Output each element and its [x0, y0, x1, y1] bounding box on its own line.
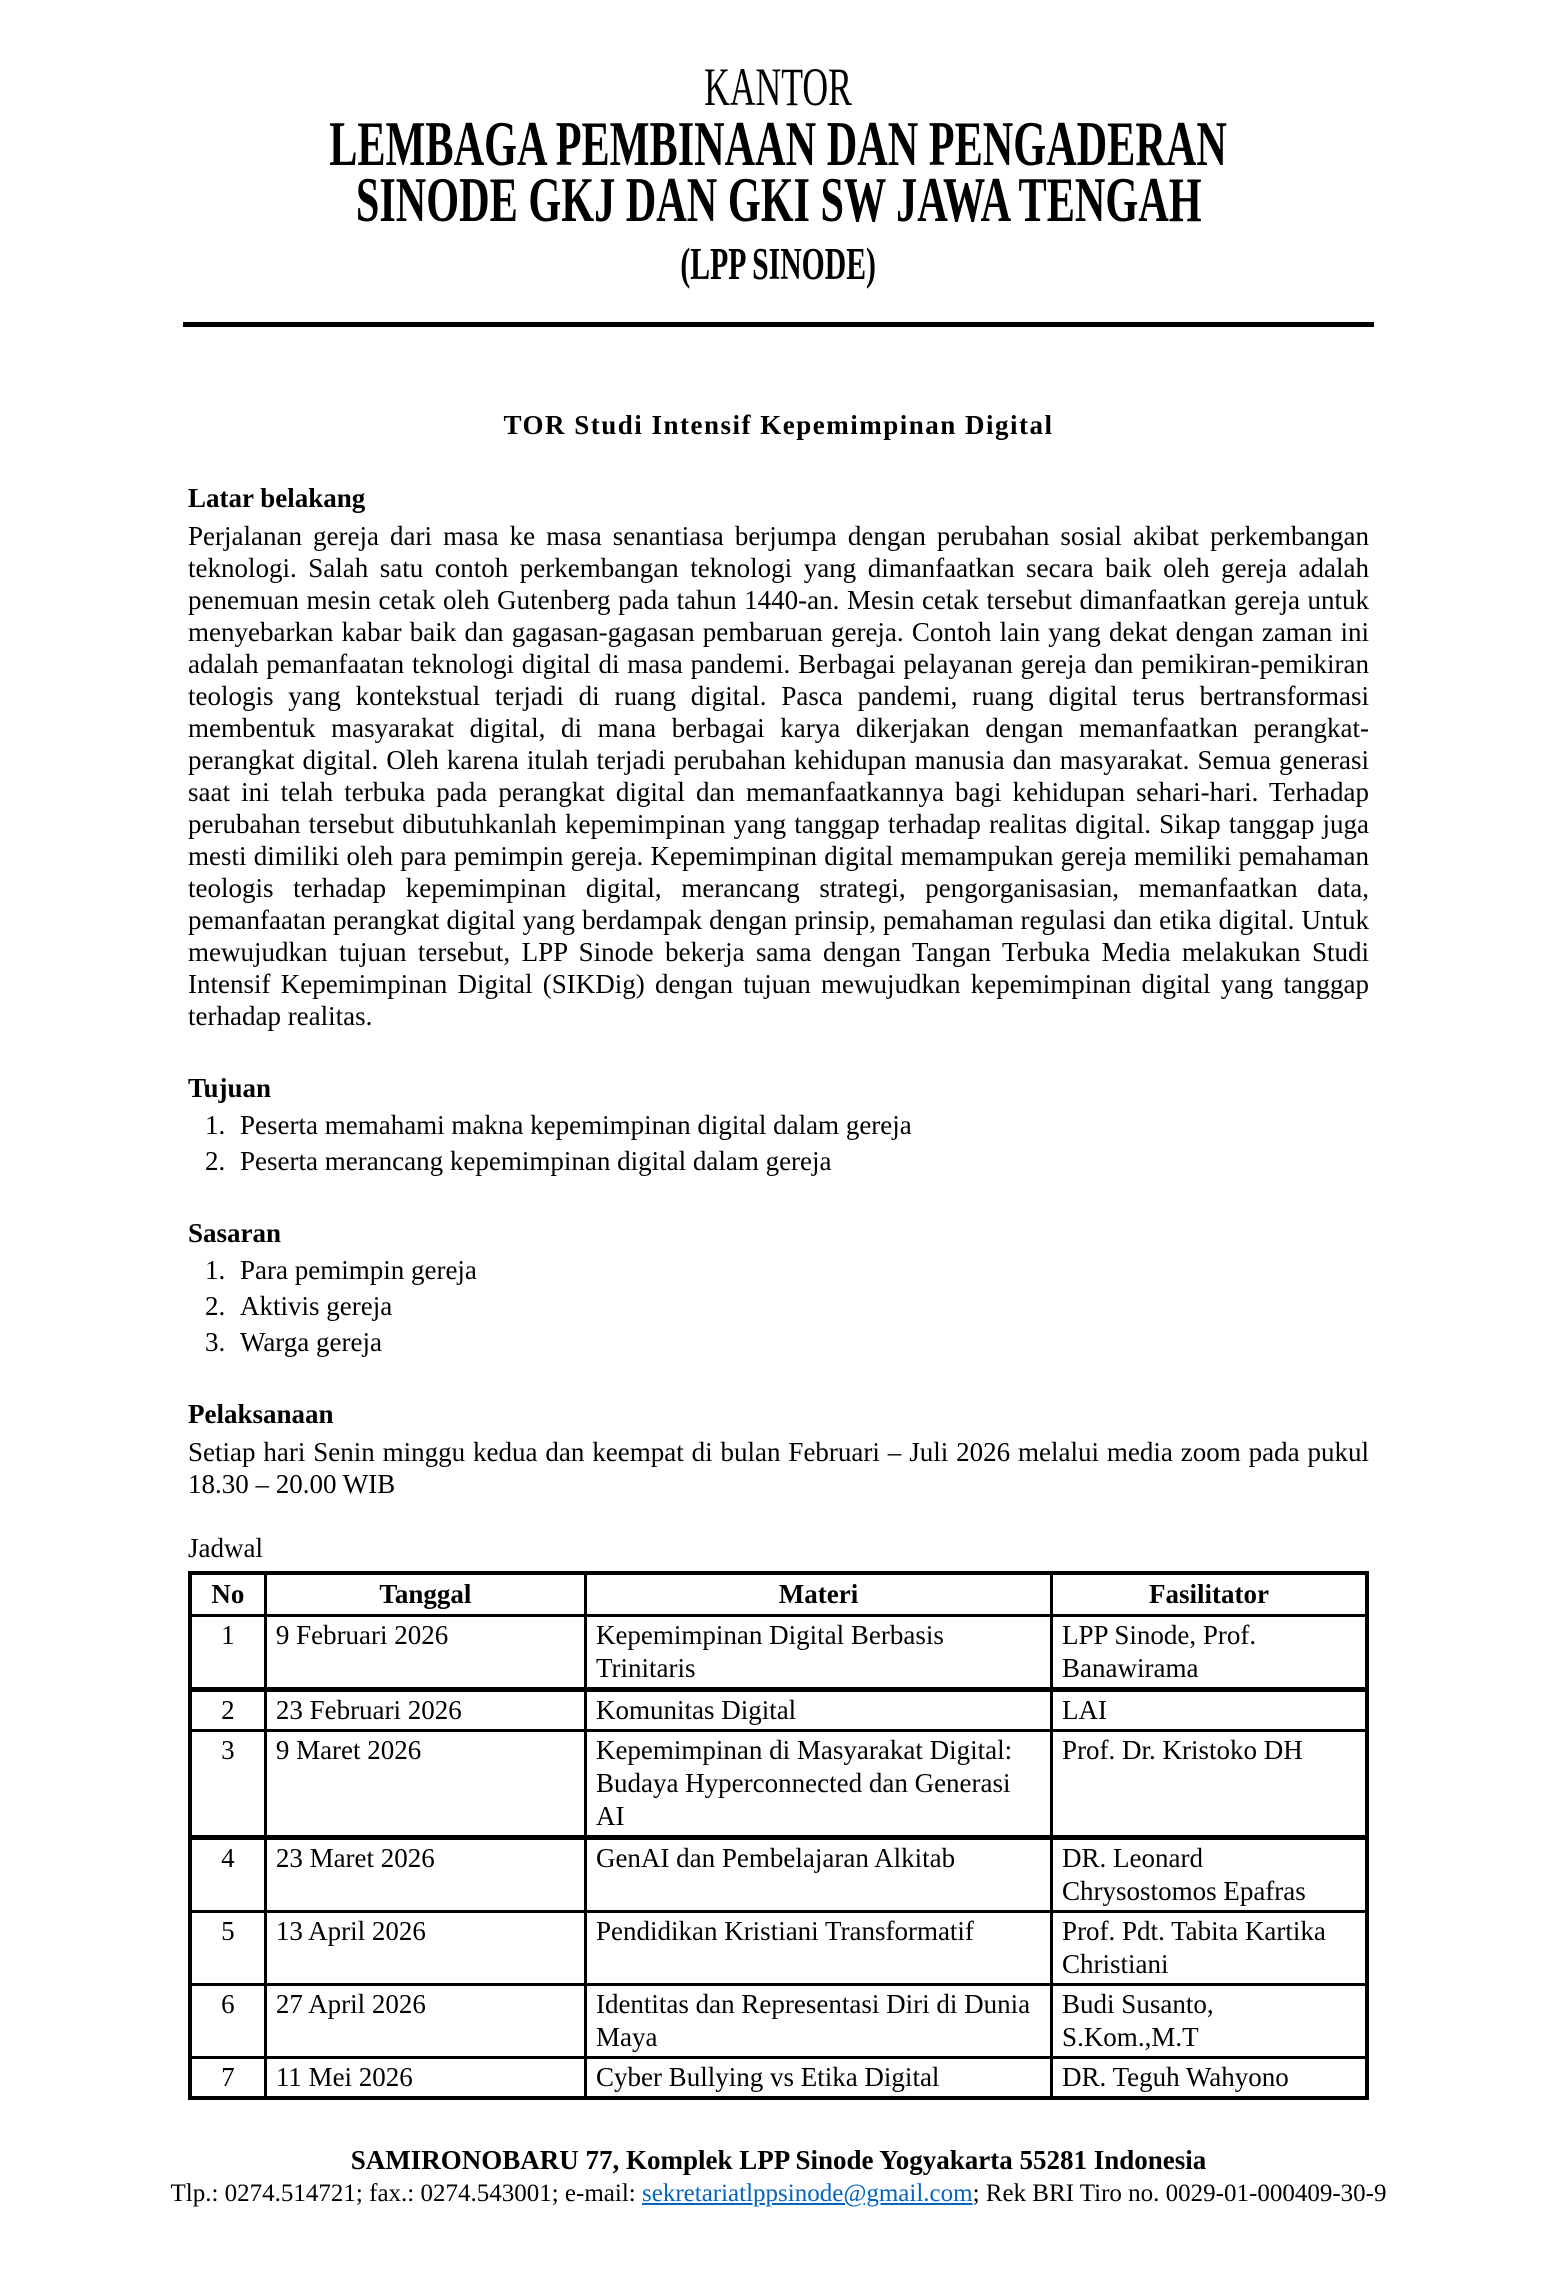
section-heading-sasaran: Sasaran — [188, 1218, 282, 1248]
jadwal-cell-materi: Kepemimpinan Digital Berbasis Trinitaris — [585, 1616, 1051, 1690]
letterhead-divider-rule — [183, 322, 1374, 327]
footer-address: SAMIRONOBARU 77, Komplek LPP Sinode Yogyakarta 55281 Indonesia — [350, 2145, 1207, 2175]
page-footer — [0, 2143, 1557, 2210]
jadwal-cell-tanggal: 11 Mei 2026 — [265, 2058, 585, 2099]
jadwal-cell-tanggal: 23 Februari 2026 — [265, 1690, 585, 1731]
jadwal-header-fasilitator: Fasilitator — [1052, 1573, 1367, 1616]
footer-contact-suffix: ; Rek BRI Tiro no. 0029-01-000409-30-9 — [972, 2180, 1387, 2207]
jadwal-cell-tanggal: 9 Februari 2026 — [265, 1616, 585, 1690]
jadwal-cell-fasilitator: DR. Teguh Wahyono — [1052, 2058, 1367, 2099]
jadwal-row — [190, 2058, 1367, 2099]
jadwal-cell-fasilitator: Prof. Dr. Kristoko DH — [1052, 1731, 1367, 1838]
document-title: TOR Studi Intensif Kepemimpinan Digital — [503, 410, 1054, 440]
jadwal-row — [190, 1912, 1367, 1985]
letterhead-abbreviation-line — [0, 236, 1557, 292]
jadwal-cell-no: 3 — [190, 1731, 265, 1838]
tujuan-list-item: 2. Peserta merancang kepemimpinan digital dalam gereja — [232, 1145, 1369, 1177]
document-body — [188, 409, 1369, 2100]
jadwal-cell-fasilitator: LPP Sinode, Prof. Banawirama — [1052, 1616, 1367, 1690]
jadwal-cell-fasilitator: Budi Susanto, S.Kom.,M.T — [1052, 1985, 1367, 2058]
jadwal-cell-fasilitator: DR. Leonard Chrysostomos Epafras — [1052, 1838, 1367, 1912]
latar-belakang-paragraph: Perjalanan gereja dari masa ke masa senantiasa berjumpa dengan perubahan sosial akibat perkembangan teknologi. Salah satu contoh perkembangan teknologi yang dimanfaatkan secara baik oleh gereja adalah penemuan mesin cetak oleh Gutenberg pada tahun 1440-an. Mesin cetak tersebut dimanfaatkan gereja untuk menyebarkan kabar baik dan gagasan-gagasan pembaruan gereja. Contoh lain yang dekat dengan zaman ini adalah pemanfaatan teknologi digital di masa pandemi. Berbagai pelayanan gereja dan pemikiran-pemikiran teologis yang kontekstual terjadi di ruang digital. Pasca pandemi, ruang digital terus bertransformasi membentuk masyarakat digital, di mana berbagai karya dikerjakan dengan memanfaatkan perangkat-perangkat digital. Oleh karena itulah terjadi perubahan kehidupan manusia dan masyarakat. Semua generasi saat ini telah terbuka pada perangkat digital dan memanfaatkannya bagi kehidupan sehari-hari. Terhadap perubahan tersebut dibutuhkanlah kepemimpinan yang tanggap terhadap realitas digital. Sikap tanggap juga mesti dimiliki oleh para pemimpin gereja. Kepemimpinan digital memampukan gereja memiliki pemahaman teologis terhadap kepemimpinan digital, merancang strategi, pengorganisasian, memanfaatkan data, pemanfaatan perangkat digital yang berdampak dengan prinsip, pemahaman regulasi dan etika digital. Untuk mewujudkan tujuan tersebut, LPP Sinode bekerja sama dengan Tangan Terbuka Media melakukan Studi Intensif Kepemimpinan Digital (SIKDig) dengan tujuan mewujudkan kepemimpinan digital yang tanggap terhadap realitas. — [188, 521, 1369, 1031]
jadwal-cell-fasilitator: LAI — [1052, 1690, 1367, 1731]
tujuan-list — [188, 1109, 1369, 1177]
jadwal-row — [190, 1616, 1367, 1690]
jadwal-cell-materi: Pendidikan Kristiani Transformatif — [585, 1912, 1051, 1985]
jadwal-cell-no: 6 — [190, 1985, 265, 2058]
jadwal-label: Jadwal — [188, 1533, 263, 1563]
sasaran-list-item: 3. Warga gereja — [232, 1326, 1369, 1358]
letterhead-office-text: KANTOR — [704, 57, 853, 117]
jadwal-table — [188, 1571, 1369, 2100]
jadwal-cell-tanggal: 23 Maret 2026 — [265, 1838, 585, 1912]
jadwal-cell-no: 4 — [190, 1838, 265, 1912]
jadwal-cell-materi: Komunitas Digital — [585, 1690, 1051, 1731]
jadwal-cell-no: 2 — [190, 1690, 265, 1731]
jadwal-row — [190, 1690, 1367, 1731]
section-heading-pelaksanaan: Pelaksanaan — [188, 1399, 334, 1429]
jadwal-header-no: No — [190, 1573, 265, 1616]
jadwal-cell-tanggal: 13 April 2026 — [265, 1912, 585, 1985]
jadwal-cell-no: 1 — [190, 1616, 265, 1690]
letterhead — [0, 0, 1557, 292]
footer-contact-prefix: Tlp.: 0274.514721; fax.: 0274.543001; e-mail: — [170, 2180, 642, 2207]
jadwal-cell-materi: Identitas dan Representasi Diri di Dunia Maya — [585, 1985, 1051, 2058]
footer-contact-line — [0, 2177, 1557, 2210]
jadwal-cell-tanggal: 9 Maret 2026 — [265, 1731, 585, 1838]
jadwal-cell-materi: Kepemimpinan di Masyarakat Digital: Budaya Hyperconnected dan Generasi AI — [585, 1731, 1051, 1838]
jadwal-row — [190, 1985, 1367, 2058]
letterhead-org-text-2: SINODE GKJ DAN GKI SW JAWA TENGAH — [355, 164, 1202, 235]
sasaran-list-item: 1. Para pemimpin gereja — [232, 1254, 1369, 1286]
sasaran-list-item: 2. Aktivis gereja — [232, 1290, 1369, 1322]
jadwal-cell-no: 5 — [190, 1912, 265, 1985]
jadwal-header-row — [190, 1573, 1367, 1616]
footer-email-link[interactable]: sekretariatlppsinode@gmail.com — [642, 2180, 973, 2207]
section-heading-tujuan: Tujuan — [188, 1073, 272, 1103]
sasaran-list — [188, 1254, 1369, 1358]
jadwal-row — [190, 1838, 1367, 1912]
jadwal-header-materi: Materi — [585, 1573, 1051, 1616]
jadwal-row — [190, 1731, 1367, 1838]
tujuan-list-item: 1. Peserta memahami makna kepemimpinan digital dalam gereja — [232, 1109, 1369, 1141]
letterhead-abbreviation-text: (LPP SINODE) — [680, 239, 877, 289]
jadwal-cell-materi: Cyber Bullying vs Etika Digital — [585, 2058, 1051, 2099]
jadwal-header-tanggal: Tanggal — [265, 1573, 585, 1616]
section-heading-latar-belakang: Latar belakang — [188, 483, 366, 513]
letterhead-org-text-1: LEMBAGA PEMBINAAN DAN PENGADERAN — [329, 108, 1228, 179]
jadwal-cell-tanggal: 27 April 2026 — [265, 1985, 585, 2058]
jadwal-cell-no: 7 — [190, 2058, 265, 2099]
jadwal-cell-fasilitator: Prof. Pdt. Tabita Kartika Christiani — [1052, 1912, 1367, 1985]
letterhead-org-line-2 — [0, 164, 1557, 235]
pelaksanaan-paragraph: Setiap hari Senin minggu kedua dan keempat di bulan Februari – Juli 2026 melalui media zoom pada pukul 18.30 – 20.00 WIB — [188, 1437, 1369, 1499]
jadwal-cell-materi: GenAI dan Pembelajaran Alkitab — [585, 1838, 1051, 1912]
